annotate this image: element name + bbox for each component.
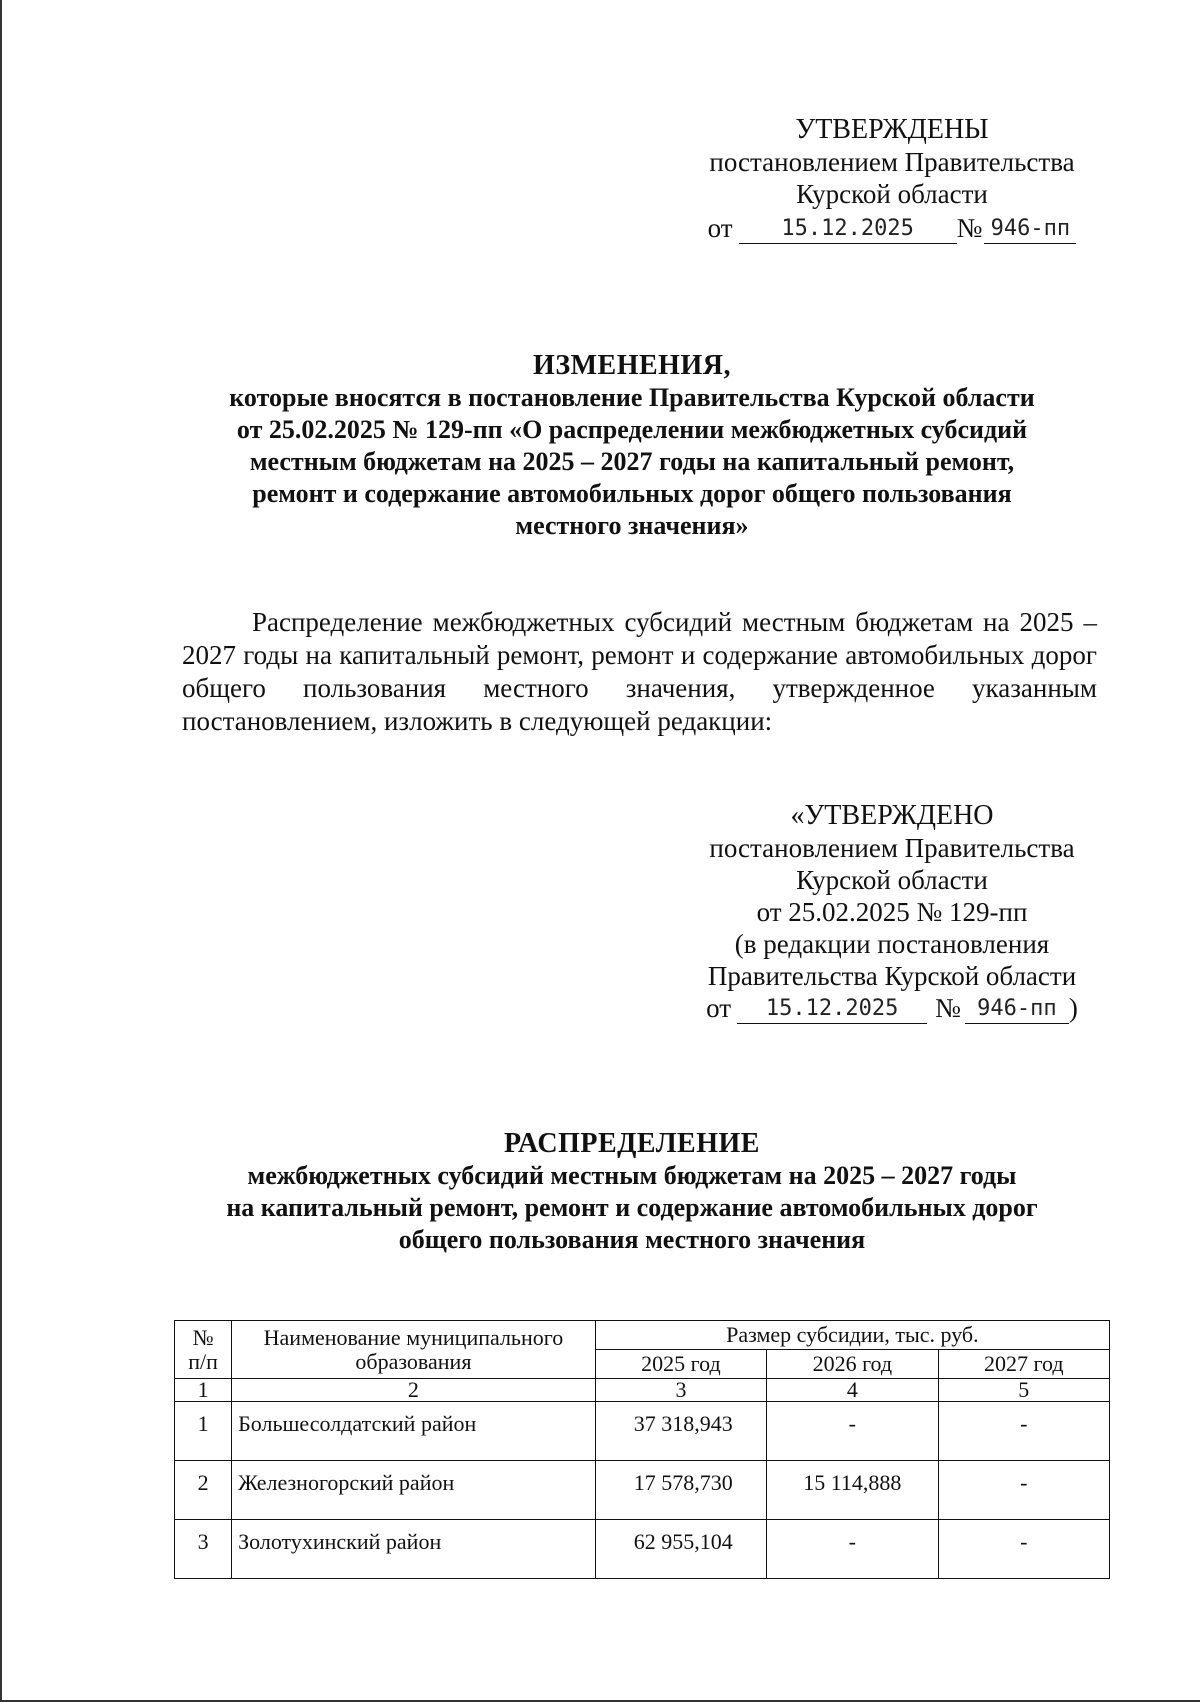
- approval-block-top: [692, 114, 1092, 244]
- approval-line: Курской области: [796, 865, 988, 895]
- column-index: 1: [175, 1379, 232, 1402]
- approval-number: 946-пп: [984, 215, 1076, 244]
- row-name: Железногорский район: [232, 1461, 596, 1520]
- column-index: 2: [232, 1379, 596, 1402]
- header-year-2027: 2027 год: [938, 1350, 1109, 1379]
- title-line: местного значения»: [515, 511, 749, 540]
- header-year-2026: 2026 год: [767, 1350, 938, 1379]
- body-paragraph: Распределение межбюджетных субсидий местным бюджетам на 2025 – 2027 годы на капитальный ремонт, ремонт и содержание автомобильных дорог общего пользования местного значения, утвержденное указанным постановлением, изложить в следующей редакции:: [182, 607, 1097, 736]
- row-value-2027: -: [938, 1520, 1109, 1579]
- column-index: 3: [595, 1379, 766, 1402]
- title-line: местным бюджетам на 2025 – 2027 годы на капитальный ремонт,: [249, 447, 1015, 476]
- subsidy-table: [174, 1320, 1110, 1579]
- approval-heading: УТВЕРЖДЕНЫ: [795, 114, 989, 145]
- row-number: 2: [175, 1461, 232, 1520]
- header-year-2025: 2025 год: [595, 1350, 766, 1379]
- column-index: 5: [938, 1379, 1109, 1402]
- row-value-2026: -: [767, 1520, 938, 1579]
- title-line: ремонт и содержание автомобильных дорог общего пользования: [252, 479, 1012, 508]
- approval-dateline: [692, 992, 1092, 1024]
- approval-heading: «УТВЕРЖДЕНО: [790, 800, 994, 831]
- title-line: которые вносятся в постановление Правительства Курской области: [229, 383, 1035, 412]
- approval-number: 946-пп: [965, 995, 1069, 1024]
- date-prefix: от: [707, 213, 733, 243]
- row-value-2025: 17 578,730: [595, 1461, 766, 1520]
- approval-block-inner: [692, 800, 1092, 1024]
- distribution-line: на капитальный ремонт, ремонт и содержание автомобильных дорог: [226, 1193, 1038, 1222]
- approval-dateline: [692, 212, 1092, 244]
- title-heading: ИЗМЕНЕНИЯ,: [533, 350, 731, 381]
- header-number: № п/п: [175, 1321, 232, 1379]
- approval-line: Правительства Курской области: [707, 961, 1077, 991]
- title-line: от 25.02.2025 № 129-пп «О распределении межбюджетных субсидий: [236, 415, 1028, 444]
- row-number: 1: [175, 1402, 232, 1461]
- approval-line: постановлением Правительства: [709, 147, 1075, 177]
- row-value-2025: 37 318,943: [595, 1402, 766, 1461]
- row-name: Большесолдатский район: [232, 1402, 596, 1461]
- date-prefix: от: [706, 993, 732, 1023]
- distribution-heading: РАСПРЕДЕЛЕНИЕ: [504, 1128, 760, 1159]
- table-row: [175, 1461, 1110, 1520]
- number-prefix: №: [935, 993, 961, 1023]
- distribution-line: межбюджетных субсидий местным бюджетам на 2025 – 2027 годы: [247, 1161, 1017, 1190]
- row-value-2027: -: [938, 1461, 1109, 1520]
- table-row: [175, 1402, 1110, 1461]
- closing-paren: ): [1068, 993, 1078, 1023]
- table-row: [175, 1520, 1110, 1579]
- approval-date: 15.12.2025: [739, 215, 957, 244]
- number-prefix: №: [956, 213, 983, 243]
- row-value-2026: 15 114,888: [767, 1461, 938, 1520]
- header-name: Наименование муниципального образования: [232, 1321, 596, 1379]
- column-index: 4: [767, 1379, 938, 1402]
- approval-line: Курской области: [796, 179, 988, 209]
- document-title: [172, 350, 1092, 542]
- row-value-2026: -: [767, 1402, 938, 1461]
- row-value-2025: 62 955,104: [595, 1520, 766, 1579]
- row-name: Золотухинский район: [232, 1520, 596, 1579]
- approval-line: постановлением Правительства: [709, 833, 1075, 863]
- approval-line: от 25.02.2025 № 129-пп: [756, 897, 1028, 927]
- approval-line: (в редакции постановления: [734, 929, 1050, 959]
- row-value-2027: -: [938, 1402, 1109, 1461]
- column-index-row: [175, 1379, 1110, 1402]
- approval-date: 15.12.2025: [737, 995, 927, 1024]
- header-subsidy-size: Размер субсидии, тыс. руб.: [595, 1321, 1109, 1350]
- distribution-line: общего пользования местного значения: [398, 1225, 866, 1254]
- distribution-title: [172, 1128, 1092, 1256]
- row-number: 3: [175, 1520, 232, 1579]
